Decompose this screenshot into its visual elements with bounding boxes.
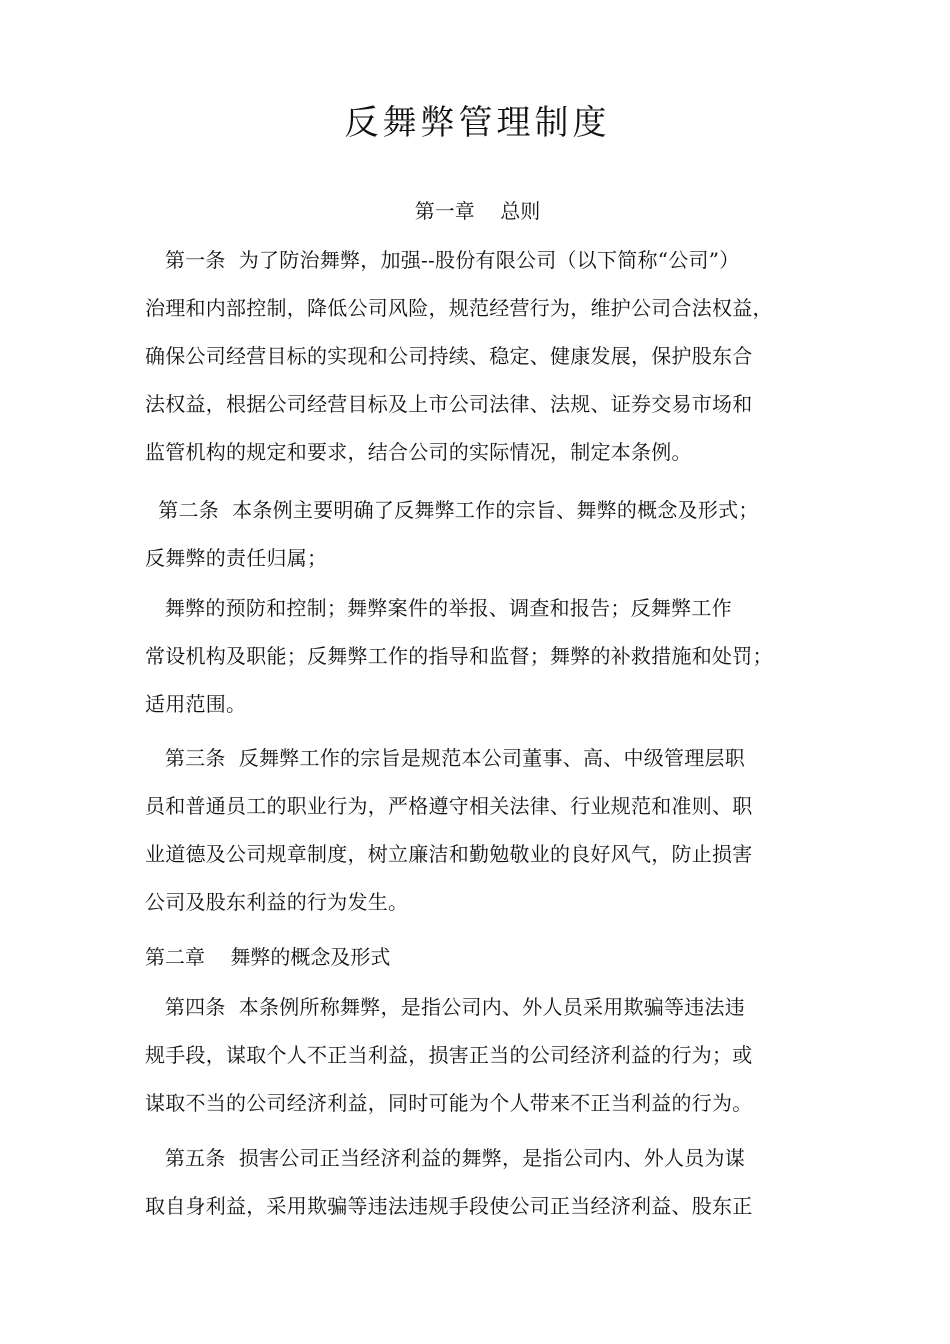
article-1 — [145, 236, 810, 476]
article-3 — [145, 734, 810, 926]
text-line: 员和普通员工的职业行为，严格遵守相关法律、行业规范和准则、职 — [145, 794, 753, 818]
text-line: 法权益，根据公司经营目标及上市公司法律、法规、证券交易市场和 — [145, 392, 753, 416]
article-2-continued — [145, 584, 810, 728]
chapter-1-heading: 第一章 总则 — [414, 199, 541, 223]
article-4 — [145, 983, 810, 1127]
text-line: 第一条 为了防治舞弊，加强--股份有限公司（以下简称“公司”） — [145, 248, 740, 272]
text-line: 业道德及公司规章制度，树立廉洁和勤勉敬业的良好风气，防止损害 — [145, 842, 753, 866]
text-line: 规手段，谋取个人不正当利益，损害正当的公司经济利益的行为；或 — [145, 1043, 753, 1067]
text-line: 第五条 损害公司正当经济利益的舞弊，是指公司内、外人员为谋 — [145, 1146, 746, 1170]
text-line: 常设机构及职能；反舞弊工作的指导和监督；舞弊的补救措施和处罚； — [145, 644, 773, 668]
text-line: 治理和内部控制，降低公司风险，规范经营行为，维护公司合法权益， — [145, 296, 773, 320]
text-line: 监管机构的规定和要求，结合公司的实际情况，制定本条例。 — [145, 440, 692, 464]
text-line: 谋取不当的公司经济利益，同时可能为个人带来不正当利益的行为。 — [145, 1091, 753, 1115]
text-line: 公司及股东利益的行为发生。 — [145, 890, 409, 914]
article-5 — [145, 1134, 810, 1230]
article-2 — [145, 486, 810, 582]
text-line: 第三条 反舞弊工作的宗旨是规范本公司董事、高、中级管理层职 — [145, 746, 746, 770]
text-line: 第四条 本条例所称舞弊，是指公司内、外人员采用欺骗等违法违 — [145, 995, 746, 1019]
text-line: 确保公司经营目标的实现和公司持续、稳定、健康发展，保护股东合 — [145, 344, 753, 368]
text-line: 取自身利益，采用欺骗等违法违规手段使公司正当经济利益、股东正 — [145, 1194, 753, 1218]
text-line: 反舞弊的责任归属； — [145, 546, 328, 570]
document-title: 反舞弊管理制度 — [344, 103, 611, 143]
text-line: 舞弊的预防和控制；舞弊案件的举报、调查和报告；反舞弊工作 — [145, 596, 732, 620]
text-line: 适用范围。 — [145, 692, 247, 716]
chapter-2-heading: 第二章 舞弊的概念及形式 — [145, 945, 391, 969]
text-line: 第二条 本条例主要明确了反舞弊工作的宗旨、舞弊的概念及形式； — [145, 498, 759, 522]
